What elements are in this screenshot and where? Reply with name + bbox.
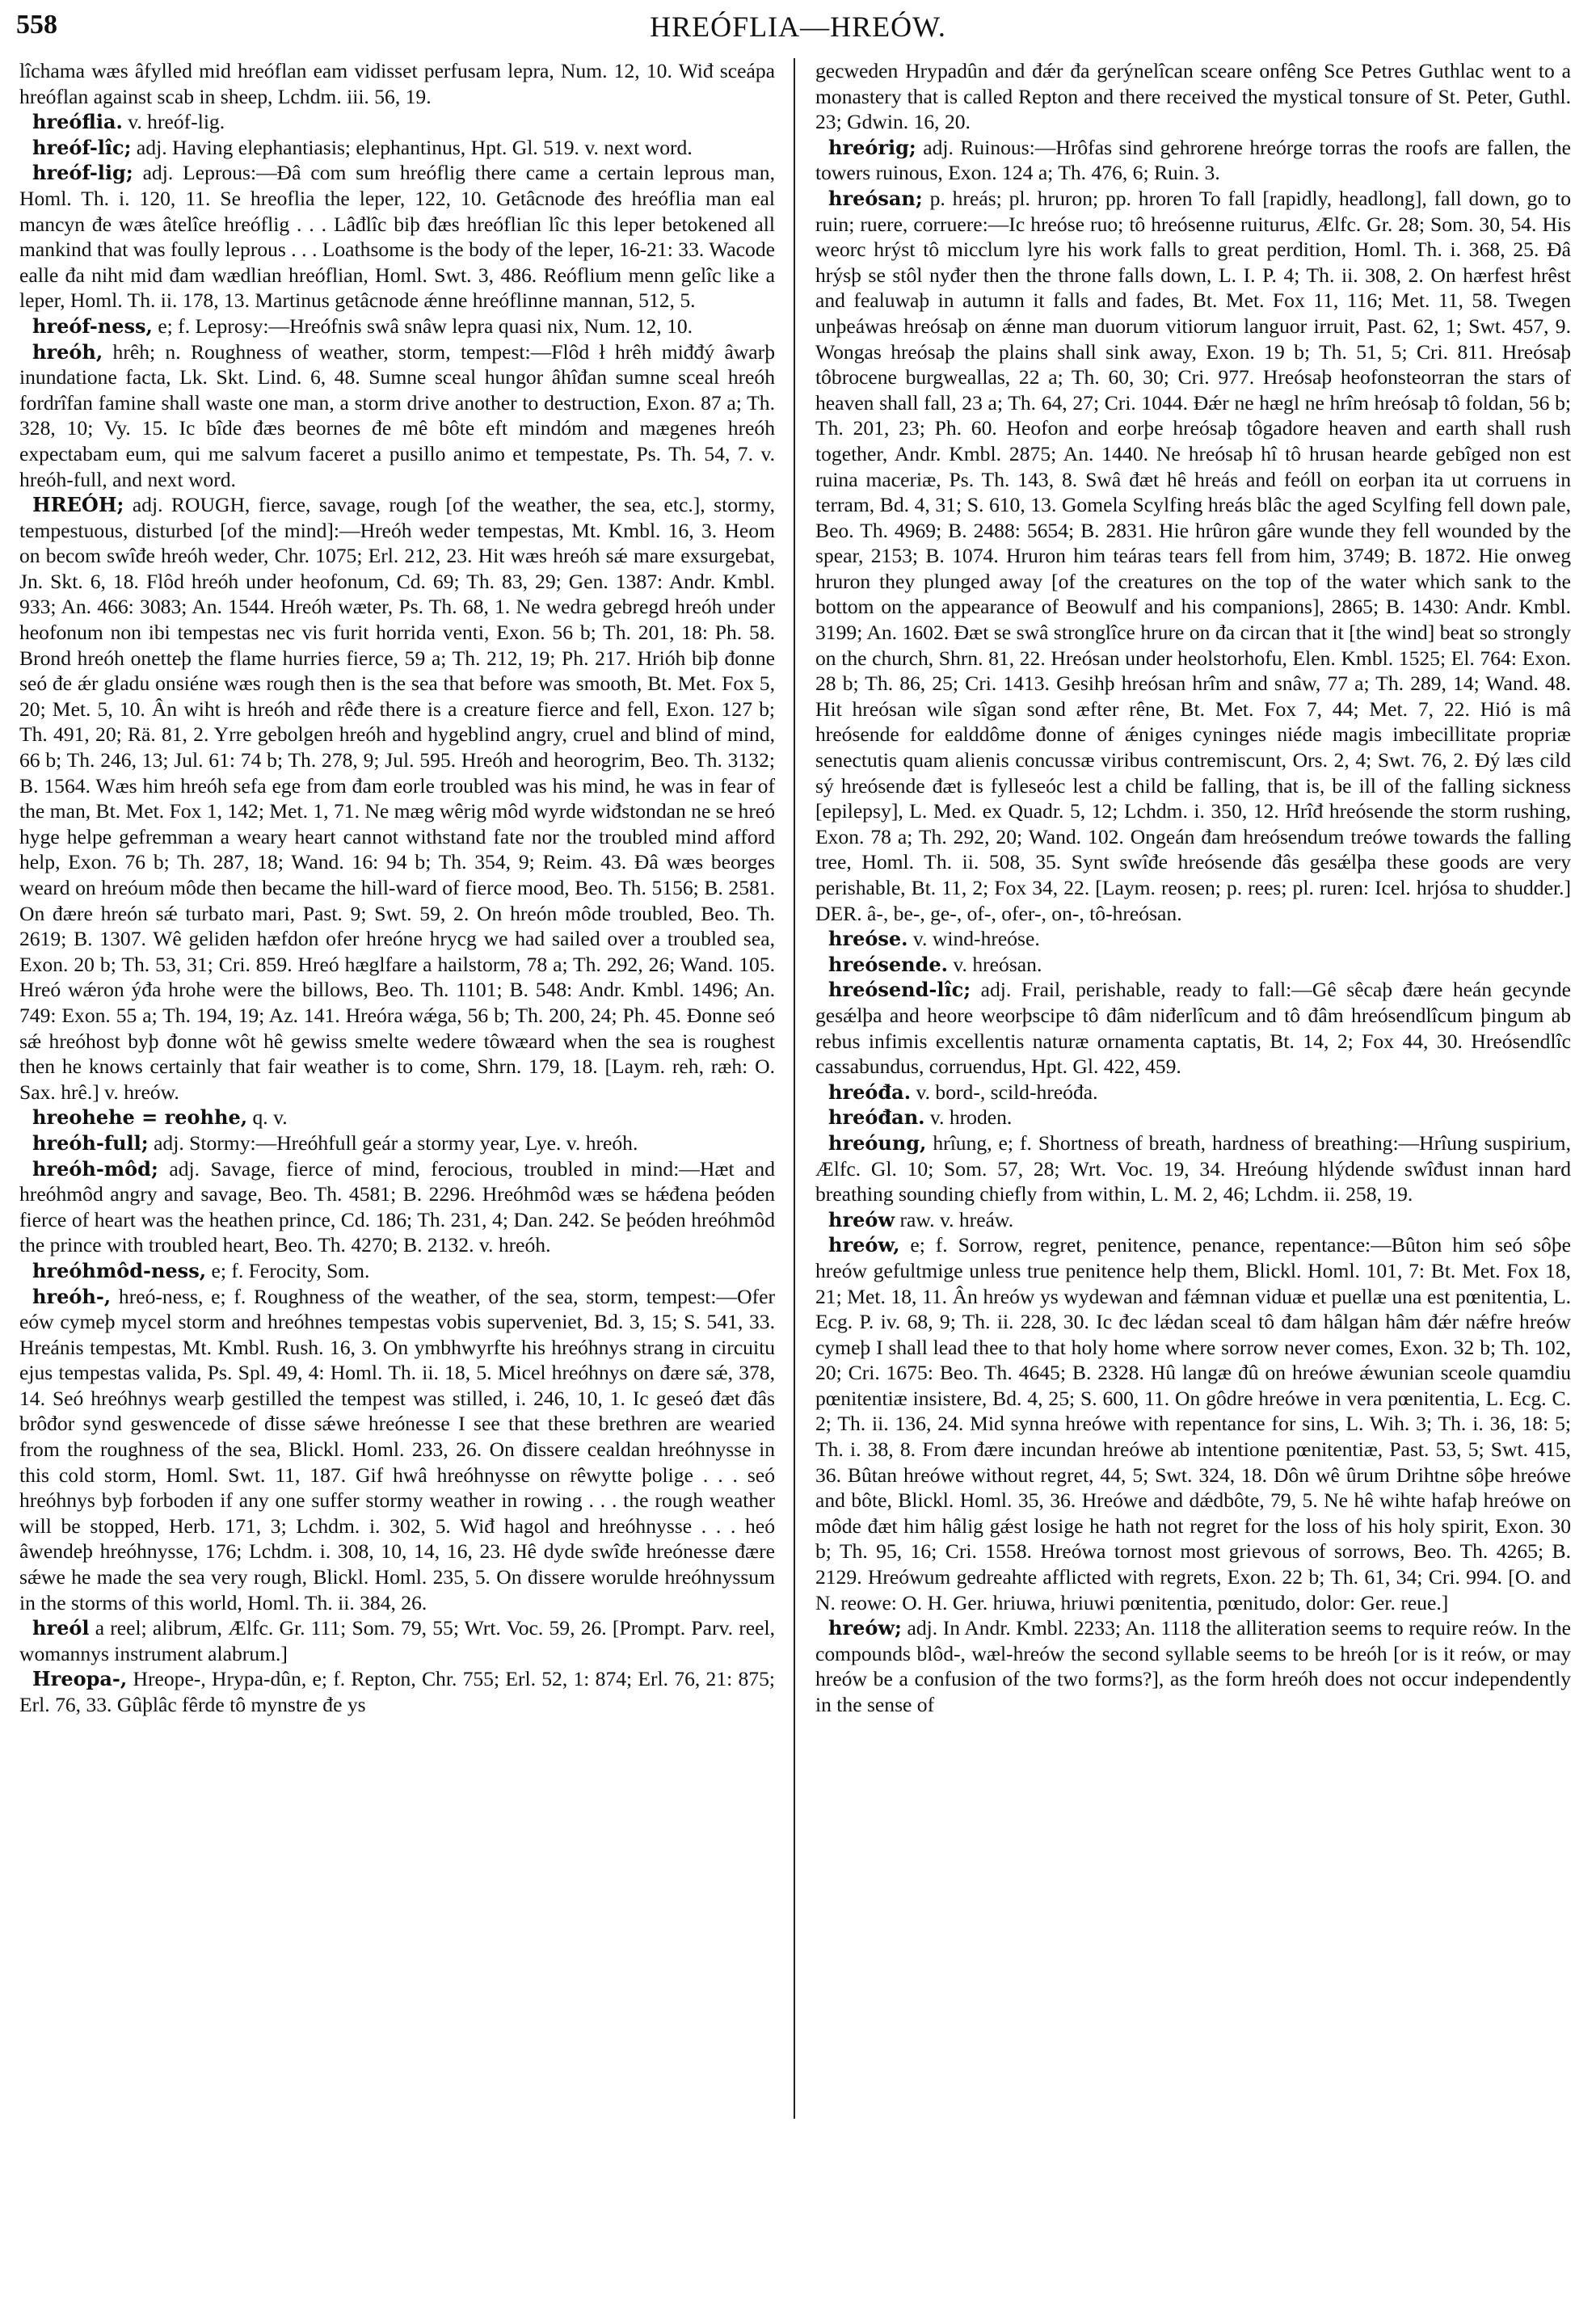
dictionary-entry — [19, 492, 775, 1105]
entry-text: adj. Savage, fierce of mind, ferocious, troubled in mind:—Hæt and hreóhmôd angry and savage, Beo. Th. 4581; B. 2296. Hreóhmôd wæs se hǽđena þeóden fierce of heart was the heathen prince, Cd. 186; Th. 231, 4; Dan. 242. Se þeóden hreóhmôd the prince with troubled heart, Beo. Th. 4270; B. 2132. v. hreóh. — [19, 1156, 775, 1257]
entry-headword: hreóđa. — [828, 1080, 912, 1104]
entry-headword: hreohehe = reohhe, — [32, 1105, 248, 1130]
dictionary-columns — [19, 58, 1579, 2208]
entry-headword: hreóh-full; — [32, 1130, 149, 1155]
entry-headword: hreóh, — [32, 339, 103, 364]
dictionary-entry — [815, 186, 1571, 926]
entry-headword: Hreopa-, — [32, 1667, 128, 1691]
dictionary-entry — [815, 135, 1571, 186]
entry-headword: hreóse. — [828, 927, 908, 951]
page-header — [16, 10, 1580, 50]
right-column — [815, 58, 1571, 1718]
entry-text: q. v. — [252, 1105, 288, 1130]
entry-text: hreó-ness, e; f. Roughness of the weather, of the sea, storm, tempest:—Ofer eów cymeþ mycel storm and hreóhnes tempestas vobis superveniet, Bd. 3, 15; S. 541, 33. Hreánis tempestas, Mt. Kmbl. Rush. 16, 3. On ymbhwyrfte his hreóhnys strang in circuitu ejus tempestas valida, Ps. Spl. 49, 4: Homl. Th. ii. 18, 5. Micel hreóhnys on đære sǽ, 378, 14. Seó hreóhnys wearþ gestilled the tempest was stilled, i. 246, 10, 1. Ic geseó đæt đâs brôđor synd geswencede of đisse sǽwe hreónesse I see that these brethren are wearied from the roughness of the sea, Blickl. Homl. 233, 26. On đissere cealdan hreóhnysse in this cold storm, Homl. Swt. 11, 187. Gif hwâ hreóhnysse on rêwytte þolige . . . seó hreóhnys byþ forboden if any one suffer stormy weather in rowing . . . the rough weather will be stopped, Herb. 171, 3; Lchdm. i. 302, 5. Wiđ hagol and hreóhnysse . . . heó âwendeþ hreóhnysse, 176; Lchdm. i. 308, 10, 14, 16, 23. Hê dyde swîđe hreónesse đære sǽwe he made the sea very rough, Blickl. Homl. 235, 5. On đissere worulde hreóhnyssum in the storms of this world, Homl. Th. ii. 384, 26. — [19, 1284, 775, 1614]
entry-text: v. hreósan. — [953, 952, 1042, 976]
column-divider — [794, 58, 795, 2119]
dictionary-entry — [19, 160, 775, 314]
entry-text: lîchama wæs âfylled mid hreóflan eam vidisset perfusam lepra, Num. 12, 10. Wiđ sceápa hreóflan against scab in sheep, Lchdm. iii. 56, 19. — [19, 59, 775, 108]
entry-headword: hreóhmôd-ness, — [32, 1258, 207, 1282]
dictionary-entry — [19, 1615, 775, 1666]
entry-text: v. wind-hreóse. — [912, 927, 1040, 951]
entry-headword: hreóh-, — [32, 1284, 112, 1308]
dictionary-entry — [815, 977, 1571, 1079]
entry-text: adj. Leprous:—Đâ com sum hreóflig there came a certain leprous man, Homl. Th. i. 120, 11. Se hreoflia the leper, 122, 10. Getâcnode đes hreóflia man eal mancyn đe wæs âtelîce hreóflig . . . Lâđlîc biþ đæs hreóflian lîc this leper betokened all mankind that was foully leprous . . . Loathsome is the body of the leper, 16-21: 33. Wacode ealle đa niht mid đam wædlian hreóflian, Homl. Swt. 3, 486. Reóflium menn gelîc like a leper, Homl. Th. ii. 178, 13. Martinus getâcnode ǽnne hreóflinne mannan, 512, 5. — [19, 161, 775, 313]
dictionary-entry — [815, 1615, 1571, 1717]
entry-text: v. hreóf-lig. — [128, 110, 225, 134]
dictionary-entry — [815, 58, 1571, 135]
dictionary-entry — [19, 1130, 775, 1156]
dictionary-entry — [19, 1156, 775, 1258]
dictionary-entry — [19, 1105, 775, 1130]
dictionary-entry — [19, 109, 775, 135]
entry-text: gecweden Hrypadûn and đǽr đa gerýnelîcan sceare onfêng Sce Petres Guthlac went to a monastery that is called Repton and there received the mystical tonsure of St. Peter, Guthl. 23; Gdwin. 16, 20. — [815, 59, 1571, 134]
entry-text: adj. Stormy:—Hreóhfull geár a stormy year, Lye. v. hreóh. — [154, 1130, 638, 1155]
entry-headword: hreóf-lig; — [32, 161, 133, 185]
running-head: HREÓFLIA—HREÓW. — [650, 11, 946, 43]
entry-text: v. hroden. — [929, 1105, 1013, 1130]
dictionary-entry — [815, 1080, 1571, 1105]
dictionary-entry — [815, 952, 1571, 978]
entry-text: raw. v. hreáw. — [899, 1207, 1014, 1231]
entry-headword: HREÓH; — [32, 493, 124, 517]
entry-headword: hreóđan. — [828, 1105, 925, 1130]
dictionary-entry — [19, 58, 775, 109]
dictionary-entry — [19, 1284, 775, 1616]
entry-headword: hreósan; — [828, 186, 923, 210]
entry-headword: hreórig; — [828, 135, 916, 159]
dictionary-entry — [19, 1258, 775, 1284]
entry-headword: hreóung, — [828, 1130, 927, 1155]
entry-text: adj. ROUGH, fierce, savage, rough [of the weather, the sea, etc.], stormy, tempestuous, disturbed [of the mind]:—Hreóh weder tempestas, Mt. Kmbl. 16, 3. Heom on becom swîđe hreóh weder, Chr. 1075; Erl. 212, 23. Hit wæs hreóh sǽ mare exsurgebat, Jn. Skt. 6, 18. Flôd hreóh under heofonum, Cd. 69; Th. 83, 29; Gen. 1387: Andr. Kmbl. 933; An. 466: 3083; An. 1544. Hreóh wæter, Ps. Th. 68, 1. Ne wedra gebregd hreóh under heofonum non ibi tempestas nec vis furit horrida venti, Exon. 56 b; Th. 201, 18: Ph. 58. Brond hreóh onetteþ the flame hurries fierce, 59 a; Th. 212, 19; Ph. 217. Hrióh biþ đonne seó đe ǽr gladu onsiéne wæs rough then is the sea that before was smooth, Bt. Met. Fox 5, 20; Met. 5, 10. Ân wiht is hreóh and rêđe there is a creature fierce and fell, Exon. 127 b; Th. 491, 20; Rä. 81, 2. Yrre gebolgen hreóh and hygeblind angry, cruel and blind of mind, 66 b; Th. 246, 13; Jul. 61: 74 b; Th. 278, 9; Jul. 595. Hreóh and heorogrim, Beo. Th. 3132; B. 1564. Wæs him hreóh sefa ege from đam eorle troubled was his mind, he was in fear of the man, Bt. Met. Fox 1, 142; Met. 1, 71. Ne mæg wêrig môd wyrde wiđstondan ne se hreó hyge helpe gefremman a weary heart cannot withstand fate nor the troubled mind afford help, Exon. 76 b; Th. 287, 18; Wand. 16: 94 b; Th. 354, 9; Reim. 43. Đâ wæs beorges weard on hreóum môde then became the hill-ward of fierce mood, Beo. Th. 5156; B. 2581. On đære hreón sǽ turbato mari, Past. 9; Swt. 59, 2. On hreón môde troubled, Beo. Th. 2619; B. 1307. Wê geliden hæfdon ofer hreóne hrycg we had sailed over a troubled sea, Exon. 20 b; Th. 53, 31; Cri. 859. Hreó hæglfare a hailstorm, 78 a; Th. 292, 26; Wand. 105. Hreó wǽron ýđa hrohe were the billows, Beo. Th. 1101; B. 548: Andr. Kmbl. 1496; An. 749: Exon. 55 a; Th. 194, 19; Az. 141. Hreóra wǽga, 56 b; Th. 200, 24; Ph. 45. Đonne seó sǽ hreóhost byþ đonne wôt hê gewiss smelte wedere tôwæard when the sea is roughest then he knows certainly that fair weather is to come, Shrn. 179, 18. [Laym. reh, ræh: O. Sax. hrê.] v. hreów. — [19, 493, 775, 1104]
entry-text: adj. Having elephantiasis; elephantinus, Hpt. Gl. 519. v. next word. — [136, 135, 693, 159]
entry-text: p. hreás; pl. hruron; pp. hroren To fall [rapidly, headlong], fall down, go to ruin; ruere, corruere:—Ic hreóse ruo; tô hreósenne ruiturus, Ælfc. Gr. 28; Som. 30, 54. His weorc hrýst tô micclum lyre his work falls to great perdition, Homl. Th. i. 368, 25. Đâ hrýsþ se stôl nyđer then the throne falls down, L. I. P. 4; Th. ii. 308, 2. On hærfest hrêst and fealuwaþ in autumn it falls and fades, Bt. Met. Fox 11, 116; Met. 11, 58. Twegen unþeáwas hreósaþ on ǽnne man duorum vitiorum languor irruit, Past. 62, 1; Swt. 457, 9. Wongas hreósaþ the plains shall sink away, Exon. 19 b; Th. 51, 5; Cri. 811. Hreósaþ tôbrocene burgweallas, 22 a; Th. 60, 30; Cri. 977. Hreósaþ heofonsteorran the stars of heaven shall fall, 23 a; Th. 64, 27; Cri. 1044. Đǽr ne hægl ne hrîm hreósaþ tô foldan, 56 b; Th. 201, 23; Ph. 60. Heofon and eorþe hreósaþ tôgadore heaven and earth shall rush together, Andr. Kmbl. 2875; An. 1440. Ne hreósaþ hî tô hrusan hearde gebîged non est ruina maceriæ, Ps. Th. 143, 8. Swâ đæt hê hreás and feóll on eorþan ita ut corruens in terram, Bd. 4, 31; S. 610, 13. Gomela Scylfing hreás blâc the aged Scylfing fell down pale, Beo. Th. 4969; B. 2488: 5654; B. 2831. Hie hrûron gâre wunde they fell wounded by the spear, 2153; B. 1074. Hruron him teáras tears fell from him, 3749; B. 1872. Hie onweg hruron they plunged away [of the creatures on the top of the water which sank to the bottom on the appearance of Beowulf and his companions], 2865; B. 1430: Andr. Kmbl. 3199; An. 1602. Đæt se swâ stronglîce hrure on đa circan that it [the wind] beat so strongly on the church, Shrn. 81, 22. Hreósan under heolstorhofu, Elen. Kmbl. 1525; El. 764: Exon. 28 b; Th. 86, 25; Cri. 1413. Gesihþ hreósan hrîm and snâw, 77 a; Th. 289, 14; Wand. 48. Hit hreósan wile sîgan sond æfter rêne, Bt. Met. Fox 7, 44; Met. 7, 22. Hió is mâ hreósende for ealddôme đonne of ǽniges cyninges niéde magis imbecillitate propriæ senectutis quam alienis concussæ viribus contremiscunt, Ors. 2, 4; Swt. 76, 2. Đý læs cild sý hreósende đæt is fylleseóc lest a child be falling, that is, be ill of the falling sickness [epilepsy], L. Med. ex Quadr. 5, 12; Lchdm. i. 350, 12. Hrîđ hreósende the storm rushing, Exon. 78 a; Th. 292, 20; Wand. 102. Ongeán đam hreósendum treówe towards the falling tree, Homl. Th. ii. 508, 35. Synt swîđe hreósende đâs gesǽlþa these goods are very perishable, Bt. 11, 2; Fox 34, 22. [Laym. reosen; p. rees; pl. ruren: Icel. hrjósa to shudder.] DER. â-, be-, ge-, of-, ofer-, on-, tô-hreósan. — [815, 186, 1572, 925]
dictionary-entry — [19, 135, 775, 161]
entry-text: e; f. Sorrow, regret, penitence, penance, repentance:—Bûton him seó sôþe hreów gefultmige unless true penitence help them, Blickl. Homl. 101, 7: Bt. Met. Fox 18, 21; Met. 18, 11. Ân hreów ys wydewan and fǽmnan viduæ et puellæ una est pœnitentia, L. Ecg. P. iv. 68, 9; Th. ii. 228, 30. Ic đec lǽdan sceal tô đam hâlgan hâm đǽr nǽfre hreów cymeþ I shall lead thee to that holy home where sorrow never comes, Exon. 32 b; Th. 102, 20; Cri. 1675: Beo. Th. 4645; B. 2328. Hû langæ đû on hreówe ǽwunian sceole quamdiu pœnitentiæ insistere, Bd. 4, 25; S. 600, 11. On gôdre hreówe in vera pœnitentia, L. Ecg. C. 2; Th. ii. 136, 24. Mid synna hreówe with repentance for sins, L. Wih. 3; Th. i. 36, 18: 5; Th. i. 38, 8. From đære incundan hreówe ab intentione pœnitentiæ, Past. 53, 5; Swt. 415, 36. Bûtan hreówe without regret, 44, 5; Swt. 324, 18. Dôn wê ûrum Drihtne sôþe hreówe and bôte, Blickl. Homl. 35, 36. Hreówe and dǽdbôte, 79, 5. Ne hê wihte hafaþ hreówe on môde đæt him hâlig gǽst losige he hath not regret for the loss of his holy spirit, Exon. 30 b; Th. 95, 16; Cri. 1558. Hreówa tornost most grievous of sorrows, Beo. Th. 4265; B. 2129. Hreówum gedreahte afflicted with regrets, Exon. 22 b; Th. 61, 34; Cri. 994. [O. and N. reowe: O. H. Ger. hriuwa, hriuwi pœnitentia, pœnitudo, dolor: Ger. reue.] — [815, 1233, 1571, 1614]
left-column — [19, 58, 775, 1718]
dictionary-entry — [19, 339, 775, 493]
entry-text: hrêh; n. Roughness of weather, storm, tempest:—Flôd ł hrêh miđđý âwarþ inundatione facta, Lk. Skt. Lind. 6, 48. Sumne sceal hungor âhîđan sumne sceal hreóh fordrîfan famine shall waste one man, a storm drive another to destruction, Exon. 87 a; Th. 328, 10; Vy. 15. Ic bîde đæs beornes đe mê bôte eft mindóm and mægenes hreóh expectabam eum, qui me salvum faceret a pusillo animo et tempestate, Ps. Th. 54, 7. v. hreóh-full, and next word. — [19, 339, 775, 491]
entry-headword: hreów, — [828, 1233, 900, 1257]
entry-text: hrîung, e; f. Shortness of breath, hardness of breathing:—Hrîung suspirium, Ælfc. Gl. 10; Som. 57, 28; Wrt. Voc. 19, 34. Hreóung hlýdende swîđust innan hard breathing sounding chiefly from within, L. M. 2, 46; Lchdm. ii. 258, 19. — [815, 1130, 1571, 1206]
page-number: 558 — [16, 10, 57, 40]
entry-headword: hreóf-ness, — [32, 314, 153, 338]
entry-text: e; f. Leprosy:—Hreófnis swâ snâw lepra quasi nix, Num. 12, 10. — [158, 314, 693, 338]
entry-headword: hreól — [32, 1616, 90, 1640]
entry-text: Hreope-, Hrypa-dûn, e; f. Repton, Chr. 755; Erl. 52, 1: 874; Erl. 76, 21: 875; Erl. 76, 33. Gûþlâc fêrde tô mynstre đe ys — [19, 1667, 775, 1716]
entry-text: e; f. Ferocity, Som. — [211, 1258, 370, 1282]
entry-text: adj. Frail, perishable, ready to fall:—Gê sêcaþ đære heán gecynde gesǽlþa and heore weorþscipe tô đâm niđerlîcum and tô đâm hreósendlîcum þingum ab rebus infimis excellentis naturæ ornamenta captatis, Bt. 14, 2; Fox 44, 30. Hreósendlîc cassabundus, corruendus, Hpt. Gl. 422, 459. — [815, 978, 1571, 1079]
entry-text: v. bord-, scild-hreóđa. — [916, 1080, 1098, 1104]
entry-headword: hreów; — [828, 1616, 902, 1640]
entry-text: adj. Ruinous:—Hrôfas sind gehrorene hreórge torras the roofs are fallen, the towers ruinous, Exon. 124 a; Th. 476, 6; Ruin. 3. — [815, 135, 1571, 185]
entry-headword: hreósende. — [828, 952, 949, 976]
dictionary-entry — [815, 926, 1571, 952]
entry-headword: hreóflia. — [32, 110, 123, 134]
entry-headword: hreóf-lîc; — [32, 135, 132, 159]
entry-headword: hreóh-môd; — [32, 1156, 158, 1181]
dictionary-entry — [815, 1207, 1571, 1233]
dictionary-entry — [815, 1232, 1571, 1615]
dictionary-entry — [19, 314, 775, 339]
dictionary-entry — [815, 1130, 1571, 1207]
entry-text: a reel; alibrum, Ælfc. Gr. 111; Som. 79, 55; Wrt. Voc. 59, 26. [Prompt. Parv. reel, womannys instrument alabrum.] — [19, 1616, 775, 1665]
entry-headword: hreów — [828, 1207, 895, 1231]
entry-headword: hreósend-lîc; — [828, 978, 971, 1002]
dictionary-entry — [19, 1666, 775, 1717]
entry-text: adj. In Andr. Kmbl. 2233; An. 1118 the alliteration seems to require reów. In the compounds blôd-, wæl-hreów the second syllable seems to be hreóh [or is it reów, or may hreów be a confusion of the two forms?], as the form hreóh does not occur independently in the sense of — [815, 1616, 1571, 1716]
dictionary-entry — [815, 1105, 1571, 1130]
